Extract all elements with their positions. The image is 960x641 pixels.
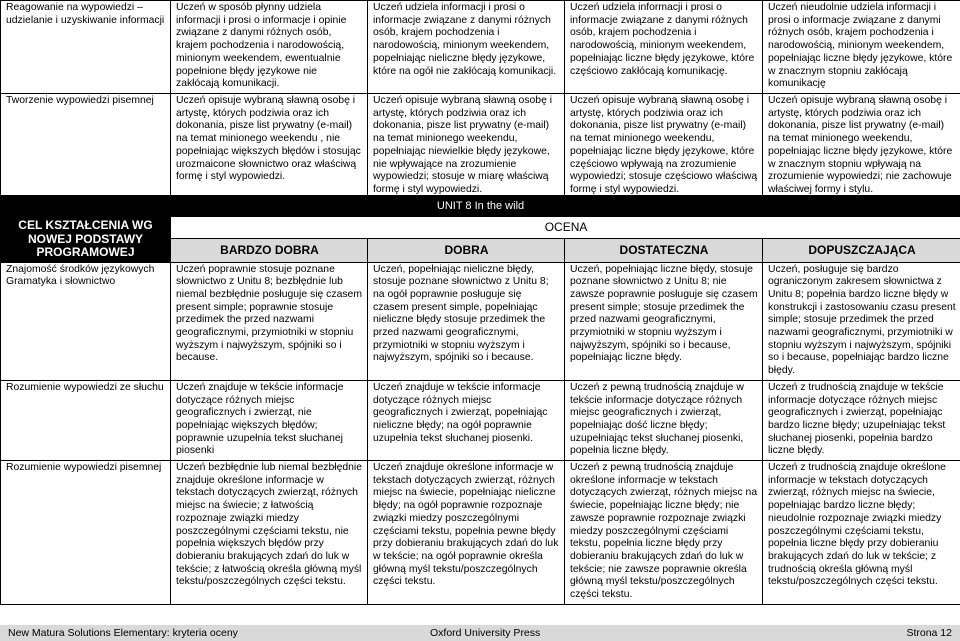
grade-cell: Uczeń opisuje wybraną sławną osobę i artystę, których podziwia oraz ich dokonania, pisze list prywatny (e-mail) na temat minionego weekendu , nie popełniając większych błędów i stosując urozmaicone słownictwo oraz właściwą formę i styl wypowiedzi. <box>171 94 368 200</box>
grade-cell: Uczeń, popełniając nieliczne błędy, stosuje poznane słownictwo z Unitu 8; na ogół poprawnie posługuje się czasem present simple, popełniając nieliczne błędy stosuje przedimek the przed nazwami geograficznymi, przymiotniki w stopniu wyższym i najwyższym, spójniki so i because. <box>368 262 565 380</box>
grade-cell: Uczeń znajduje w tekście informacje dotyczące różnych miejsc geograficznych i zwierząt, nie popełniając większych błędów; poprawnie uzupełnia tekst słuchanej piosenki <box>171 380 368 460</box>
skill-cell: Znajomość środków językowych Gramatyka i słownictwo <box>1 262 171 380</box>
grade-cell: Uczeń opisuje wybraną sławną osobę i artystę, których podziwia oraz ich dokonania, pisze list prywatny (e-mail) na temat minionego weekendu, popełniając liczne błędy językowe, które w znacznym stopniu wpływają na zrozumienie wypowiedzi; nie zachowuje właściwej formy i stylu. <box>763 94 960 200</box>
criteria-table-top <box>0 0 960 200</box>
grade-cell: Uczeń poprawnie stosuje poznane słownictwo z Unitu 8; bezbłędnie lub niemal bezbłędnie posługuje się czasem present simple; poprawnie stosuje przedimek the przed nazwami geograficznymi, przymiotniki w stopniu wyższym i najwyższym, spójniki so i because. <box>171 262 368 380</box>
skill-cell: Rozumienie wypowiedzi ze słuchu <box>1 380 171 460</box>
grade-cell: Uczeń w sposób płynny udziela informacji i prosi o informacje i opinie związane z danymi różnych osób, krajem pochodzenia i narodowością, minionym weekendem, ewentualnie popełnione błędy językowe nie zakłócają komunikacji. <box>171 1 368 94</box>
grade-cell: Uczeń udziela informacji i prosi o informacje związane z danymi różnych osób, krajem pochodzenia i narodowością, minionym weekendem, popełniając liczne błędy językowe, które częściowo zakłócają komunikację. <box>565 1 763 94</box>
grade-cell: Uczeń znajduje określone informacje w tekstach dotyczących zwierząt, różnych miejsc na świecie, popełniając nieliczne błędy; na ogół poprawnie rozpoznaje związki miedzy poszczególnymi częściami tekstu, popełnia pewne błędy przy dobieraniu brakujących zdań do luk w tekście; na ogół poprawnie określa główną myśl tekstu/poszczególnych części tekstu. <box>368 461 565 605</box>
skill-cell: Rozumienie wypowiedzi pisemnej <box>1 461 171 605</box>
grade-cell: Uczeń z trudnością znajduje w tekście informacje dotyczące różnych miejsc geograficznych i zwierząt, popełniając bardzo liczne błędy; uzupełniając tekst słuchanej piosenki, popełnia bardzo liczne błędy. <box>763 380 960 460</box>
table-row <box>1 94 960 200</box>
grade-cell: Uczeń opisuje wybraną sławną osobę i artystę, których podziwia oraz ich dokonania, pisze list prywatny (e-mail) na temat minionego weekendu, popełniając liczne błędy językowe, które częściowo wpływają na zrozumienie wypowiedzi; stosuje częściowo właściwą formę i styl wypowiedzi. <box>565 94 763 200</box>
grade-cell: Uczeń z trudnością znajduje określone informacje w tekstach dotyczących zwierząt, różnych miejsc na świecie, popełniając bardzo liczne błędy; nieudolnie rozpoznaje związki miedzy poszczególnymi częściami tekstu, popełnia liczne błędy przy dobieraniu brakujących zdań do luk w tekście; z trudnością określa główną myśl tekstu/poszczególnych części tekstu. <box>763 461 960 605</box>
grade-cell: Uczeń, popełniając liczne błędy, stosuje poznane słownictwo z Unitu 8; nie zawsze poprawnie posługuje się czasem present simple; stosuje przedimek the przed nazwami geograficznymi, przymiotniki w stopniu wyższym i najwyższym, spójniki so i because, popełniając liczne błędy. <box>565 262 763 380</box>
cel-ksztalcenia-header: CEL KSZTAŁCENIA WG NOWEJ PODSTAWY PROGRAMOWEJ <box>1 217 171 263</box>
grade-cell: Uczeń znajduje w tekście informacje dotyczące różnych miejsc geograficznych i zwierząt, popełniając nieliczne błędy; na ogół poprawnie uzupełnia tekst słuchanej piosenki. <box>368 380 565 460</box>
grade-header-dopuszczajaca: DOPUSZCZAJĄCA <box>763 239 960 262</box>
grade-cell: Uczeń udziela informacji i prosi o informacje związane z danymi różnych osób, krajem pochodzenia i narodowością, minionym weekendem, popełniając nieliczne błędy językowe, które na ogół nie zakłócają komunikacji. <box>368 1 565 94</box>
grade-cell: Uczeń, posługuje się bardzo ograniczonym zakresem słownictwa z Unitu 8; popełnia bardzo liczne błędy w konstrukcji i zastosowaniu czasu present simple; stosuje przedimek the przed nazwami geograficznymi, przymiotniki w stopniu wyższym i najwyższym, spójniki so i because, popełniając bardzo liczne błędy. <box>763 262 960 380</box>
grade-header-dobra: DOBRA <box>368 239 565 262</box>
grade-cell: Uczeń z pewną trudnością znajduje w tekście informacje dotyczące różnych miejsc geograficznych i zwierząt, popełniając dość liczne błędy; uzupełniając tekst słuchanej piosenki, popełnia liczne błędy. <box>565 380 763 460</box>
table-row <box>1 380 960 460</box>
grade-cell: Uczeń opisuje wybraną sławną osobę i artystę, których podziwia oraz ich dokonania, pisze list prywatny (e-mail) na temat minionego weekendu, popełniając niewielkie błędy językowe, nie wpływające na zrozumienie wypowiedzi; stosuje w miarę właściwą formę i styl wypowiedzi. <box>368 94 565 200</box>
page-footer <box>0 625 960 641</box>
unit-header-row <box>1 196 960 217</box>
table-row <box>1 262 960 380</box>
ocena-header: OCENA <box>171 217 960 239</box>
footer-page-number: Strona 12 <box>906 627 952 639</box>
table-row <box>1 1 960 94</box>
grade-cell: Uczeń bezbłędnie lub niemal bezbłędnie znajduje określone informacje w tekstach dotyczących zwierząt, różnych miejsc na świecie; z łatwością rozpoznaje związki miedzy poszczególnymi częściami tekstu, nie popełnia większych błędów przy dobieraniu brakujących zdań do luk w tekście; z łatwością określa główną myśl tekstu/poszczególnych części tekstu. <box>171 461 368 605</box>
grade-header-bardzo-dobra: BARDZO DOBRA <box>171 239 368 262</box>
criteria-table-unit8 <box>0 195 960 605</box>
unit-title: UNIT 8 In the wild <box>1 196 960 217</box>
footer-publisher: Oxford University Press <box>430 627 541 639</box>
skill-cell: Reagowanie na wypowiedzi – udzielanie i uzyskiwanie informacji <box>1 1 171 94</box>
footer-title: New Matura Solutions Elementary: kryteria oceny <box>8 627 238 639</box>
ocena-row <box>1 217 960 239</box>
table-row <box>1 461 960 605</box>
grade-cell: Uczeń z pewną trudnością znajduje określone informacje w tekstach dotyczących zwierząt, różnych miejsc na świecie, popełniając liczne błędy; nie zawsze poprawnie rozpoznaje związki miedzy poszczególnymi częściami tekstu, popełnia liczne błędy przy dobieraniu brakujących zdań do luk w tekście; nie zawsze poprawnie określa główną myśl tekstu/poszczególnych części tekstu. <box>565 461 763 605</box>
grade-header-dostateczna: DOSTATECZNA <box>565 239 763 262</box>
grade-cell: Uczeń nieudolnie udziela informacji i prosi o informacje związane z danymi różnych osób, krajem pochodzenia i narodowością, minionym weekendem, popełniając liczne błędy językowe, które w znacznym stopniu zakłócają komunikację <box>763 1 960 94</box>
skill-cell: Tworzenie wypowiedzi pisemnej <box>1 94 171 200</box>
